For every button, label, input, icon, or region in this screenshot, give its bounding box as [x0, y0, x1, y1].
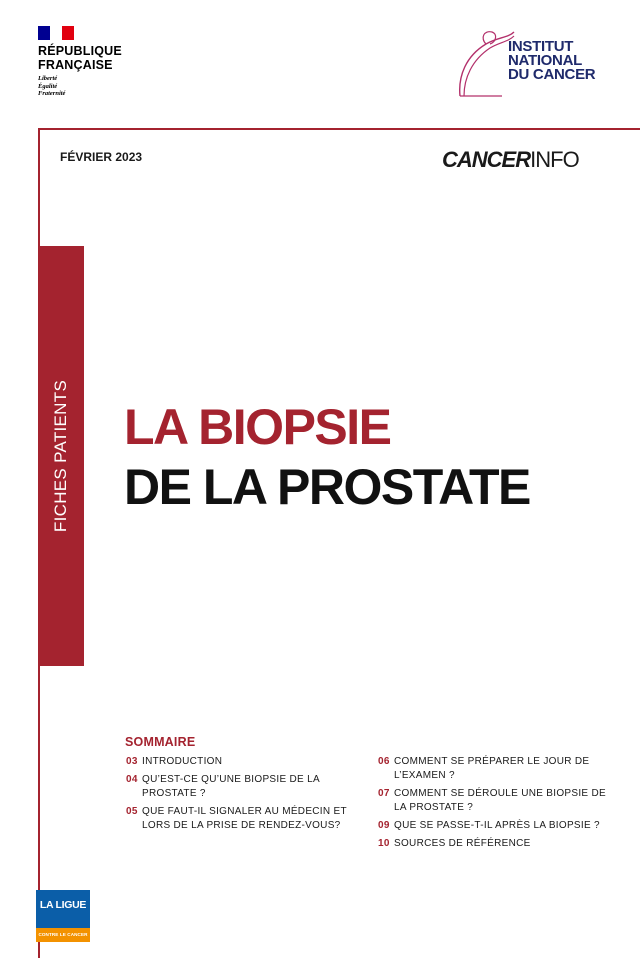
band-label: FICHES PATIENTS — [51, 379, 70, 533]
toc-item-label: COMMENT SE PRÉPARER LE JOUR DE L’EXAMEN ? — [394, 756, 590, 781]
toc-column-right — [378, 755, 608, 855]
toc-page-number: 07 — [378, 788, 390, 799]
toc-column-left — [126, 755, 366, 837]
toc-item-label: INTRODUCTION — [142, 756, 223, 767]
toc-item[interactable] — [126, 773, 366, 801]
toc-item-label: COMMENT SE DÉROULE UNE BIOPSIE DE LA PROSTATE ? — [394, 788, 606, 813]
toc-item[interactable] — [126, 755, 366, 769]
title-line-1: LA BIOPSIE — [124, 399, 391, 455]
series-name-bold: CANCER — [442, 147, 531, 172]
publication-date: FÉVRIER 2023 — [60, 150, 143, 164]
la-ligue-logo — [36, 890, 90, 942]
ligue-name: LA LIGUE — [39, 899, 87, 911]
title-line-2: DE LA PROSTATE — [124, 459, 530, 515]
institut-national-du-cancer-logo — [456, 26, 616, 102]
sommaire-heading: SOMMAIRE — [125, 735, 196, 749]
series-name-light: INFO — [530, 147, 579, 172]
toc-page-number: 06 — [378, 756, 390, 767]
cancer-info-series-logo — [442, 147, 579, 173]
ligue-subtitle: CONTRE LE CANCER — [36, 928, 90, 942]
toc-item[interactable] — [378, 819, 608, 833]
toc-page-number: 03 — [126, 756, 138, 767]
toc-page-number: 10 — [378, 838, 390, 849]
republique-francaise-logo — [38, 26, 122, 98]
toc-item-label: SOURCES DE RÉFÉRENCE — [394, 838, 531, 849]
toc-item[interactable] — [126, 805, 366, 833]
toc-item[interactable] — [378, 755, 608, 783]
inca-wordmark: INSTITUT NATIONAL DU CANCER — [508, 38, 596, 83]
toc-item[interactable] — [378, 787, 608, 815]
toc-item-label: QU’EST-CE QU’UNE BIOPSIE DE LA PROSTATE ? — [142, 774, 320, 799]
marianne-flag-icon — [38, 26, 74, 40]
toc-page-number: 05 — [126, 806, 138, 817]
toc-item-label: QUE FAUT-IL SIGNALER AU MÉDECIN ET LORS DE LA PRISE DE RENDEZ-VOUS? — [142, 806, 347, 831]
toc-page-number: 09 — [378, 820, 390, 831]
republic-motto: Liberté Égalité Fraternité — [38, 75, 66, 97]
toc-page-number: 04 — [126, 774, 138, 785]
toc-item[interactable] — [378, 837, 608, 851]
toc-item-label: QUE SE PASSE-T-IL APRÈS LA BIOPSIE ? — [394, 820, 600, 831]
republic-name: RÉPUBLIQUE FRANÇAISE — [38, 44, 122, 72]
